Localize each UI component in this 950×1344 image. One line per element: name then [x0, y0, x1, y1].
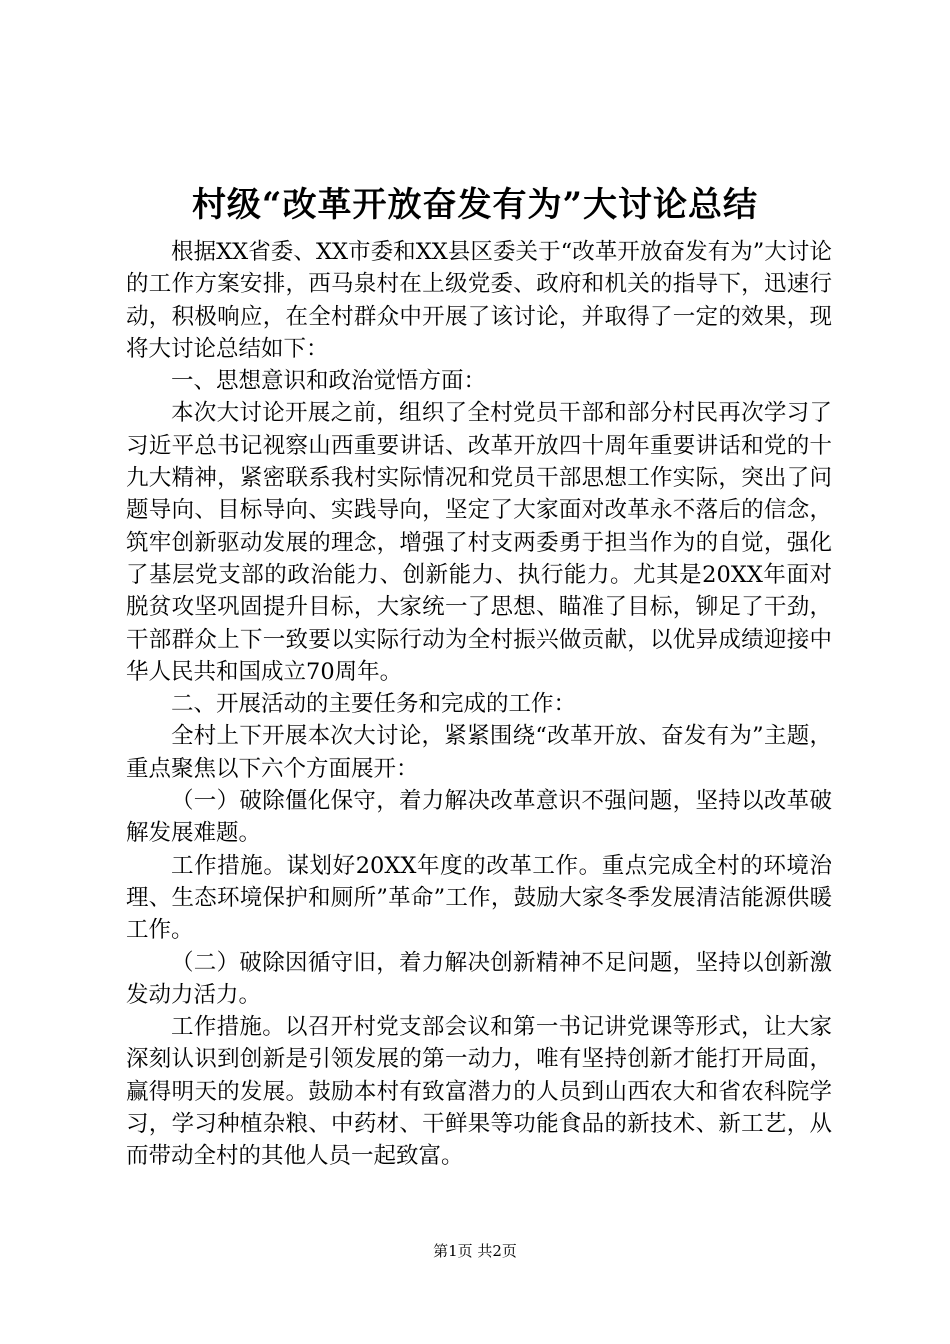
paragraph-section-1: 本次大讨论开展之前，组织了全村党员干部和部分村民再次学习了习近平总书记视察山西重要讲话、改革开放四十周年重要讲话和党的十九大精神，紧密联系我村实际情况和党员干部思想工作实际，突出了问题导向、目标导向、实践导向，坚定了大家面对改革永不落后的信念，筑牢创新驱动发展的理念，增强了村支两委勇于担当作为的自觉，强化了基层党支部的政治能力、创新能力、执行能力。尤其是20XX年面对脱贫攻坚巩固提升目标，大家统一了思想、瞄准了目标，铆足了干劲，干部群众上下一致要以实际行动为全村振兴做贡献，以优异成绩迎接中华人民共和国成立70周年。 — [126, 400, 832, 685]
document-body — [126, 236, 832, 1173]
paragraph-intro: 根据XX省委、XX市委和XX县区委关于“改革开放奋发有为”大讨论的工作方案安排，西马泉村在上级党委、政府和机关的指导下，迅速行动，积极响应，在全村群众中开展了该讨论，并取得了一定的效果，现将大讨论总结如下： — [126, 239, 832, 362]
paragraph-measures-1: 工作措施。谋划好20XX年度的改革工作。重点完成全村的环境治理、生态环境保护和厕所”革命”工作，鼓励大家冬季发展清洁能源供暖工作。 — [126, 852, 832, 944]
paragraph-measures-2: 工作措施。以召开村党支部会议和第一书记讲党课等形式，让大家深刻认识到创新是引领发展的第一动力，唯有坚持创新才能打开局面，赢得明天的发展。鼓励本村有致富潜力的人员到山西农大和省农科院学习，学习种植杂粮、中药材、干鲜果等功能食品的新技术、新工艺，从而带动全村的其他人员一起致富。 — [126, 1014, 832, 1170]
section-heading-2: 二、开展活动的主要任务和完成的工作： — [171, 691, 577, 718]
document-title: 村级“改革开放奋发有为”大讨论总结 — [191, 185, 759, 225]
section-heading-1: 一、思想意识和政治觉悟方面： — [171, 368, 487, 395]
subsection-heading-2: （二）破除因循守旧，着力解决创新精神不足问题，坚持以创新激发动力活力。 — [126, 949, 832, 1008]
paragraph-section-2: 全村上下开展本次大讨论，紧紧围绕“改革开放、奋发有为”主题，重点聚焦以下六个方面展开： — [126, 723, 832, 782]
subsection-heading-1: （一）破除僵化保守，着力解决改革意识不强问题，坚持以改革破解发展难题。 — [126, 788, 832, 847]
page-footer: 第1页 共2页 — [433, 1242, 517, 1260]
